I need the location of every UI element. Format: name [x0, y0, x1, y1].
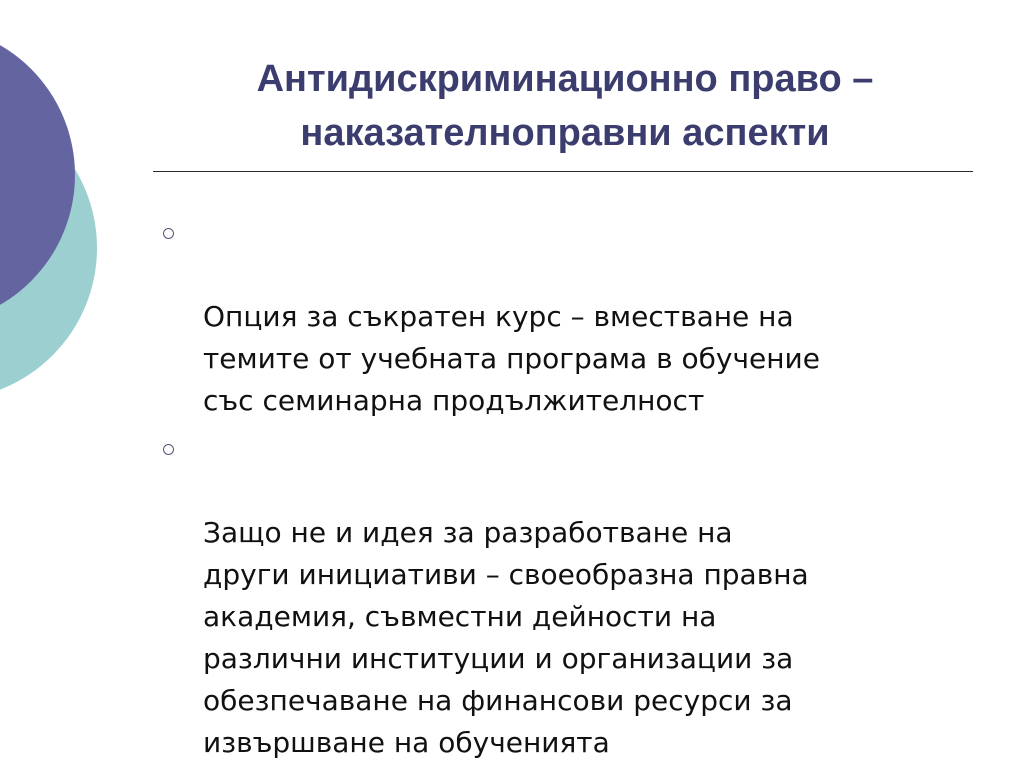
list-item — [160, 428, 960, 764]
title-line-1: Антидискриминационно право – — [256, 58, 874, 100]
hollow-circle-bullet-icon — [163, 228, 174, 239]
title-divider — [153, 171, 973, 172]
hollow-circle-bullet-icon — [163, 444, 174, 455]
list-item — [160, 212, 960, 422]
slide-title — [150, 52, 980, 160]
title-line-2: наказателноправни аспекти — [300, 112, 830, 154]
bullet-text: Опция за съкратен курс – вместване на темите от учебната програма в обучение със семинарна продължителност — [203, 300, 820, 417]
bullet-text: Защо не и идея за разработване на други инициативи – своеобразна правна академия, съвместни дейности на различни институции и организации за обезпечаване на финансови ресурси за извършване на обученията — [203, 516, 809, 759]
bullet-list — [160, 212, 960, 768]
